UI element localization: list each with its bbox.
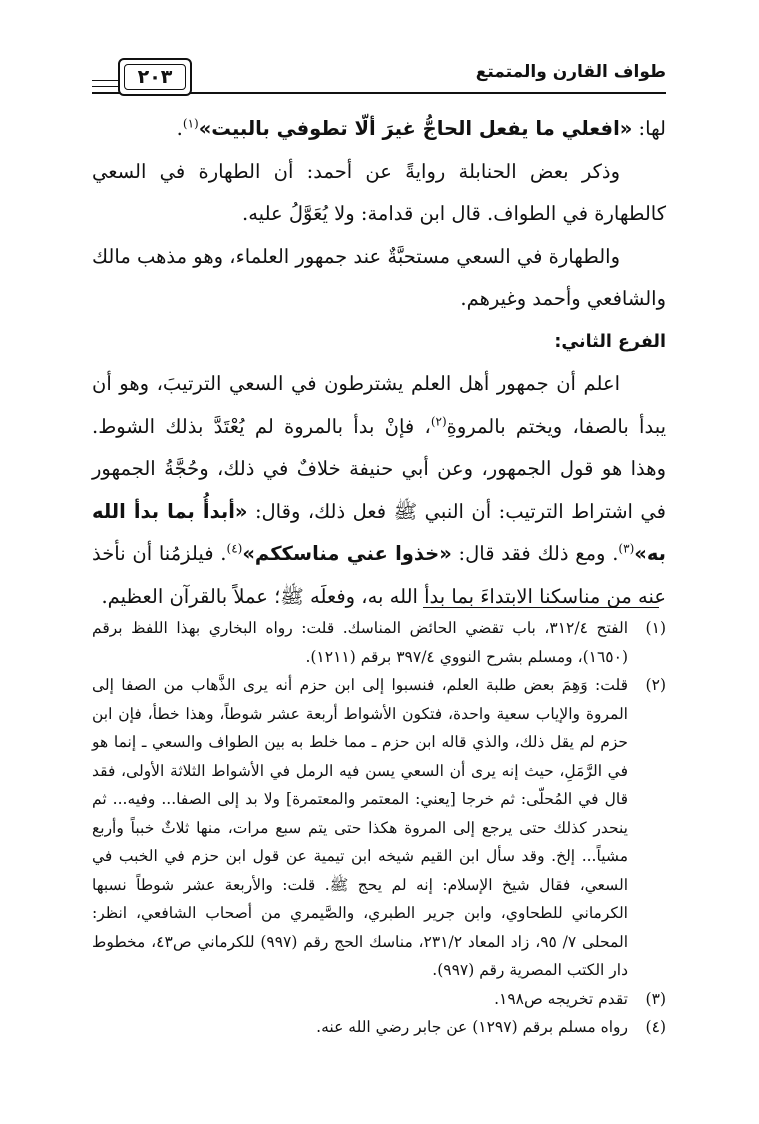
paragraph-4-part-a: اعلم أن جمهور أهل العلم يشترطون في السعي الترتيبَ، وهو أن يبدأ بالصفا، ويختم بالمروةِ: [92, 372, 667, 438]
hadith-quote: «افعلي ما يفعل الحاجُّ غيرَ ألّا تطوفي بالبيت»: [198, 117, 633, 140]
paragraph-1: [92, 108, 666, 151]
paragraph-1-prefix: لها:: [632, 117, 666, 140]
footnote-text: الفتح ٣١٢/٤، باب تقضي الحائض المناسك. قلت: رواه البخاري بهذا اللفظ برقم (١٦٥٠)، ومسلم بشرح النووي ٣٩٧/٤ برقم (١٢١١).: [92, 619, 629, 666]
page-number: ٢٠٣: [124, 64, 186, 90]
main-text: [92, 108, 666, 618]
footnote-number: (٢): [645, 676, 666, 694]
paragraph-4-part-d: . فيلزمُنا أن نأخذ عنه من مناسكنا الابتداءَ بما بدأ الله به، وفعلَه ﷺ؛ عملاً بالقرآن العظيم.: [92, 542, 666, 608]
footnote-3: [92, 985, 666, 1014]
footnote-2: [92, 671, 666, 985]
footnote-1: [92, 614, 666, 671]
running-title: طواف القارن والمتمتع: [475, 62, 666, 82]
footnote-ref-1: (١): [182, 116, 199, 131]
footnote-number: (٣): [645, 989, 666, 1008]
footnote-ref-4: (٤): [226, 541, 243, 556]
hadith-quote-2: «أبدأُ بما بدأ الله به»: [92, 499, 666, 565]
footnote-ref-3: (٣): [618, 541, 635, 556]
section-heading: الفرع الثاني:: [554, 331, 666, 352]
header-rule-left-short: [92, 86, 118, 87]
paragraph-4-part-b: ، فإنْ بدأ بالمروة لم يُعْتَدَّ بذلك الشوط. وهذا هو قول الجمهور، وعن أبي حنيفة خلافٌ في ذلك، وحُجَّةُ الجمهور في اشتراط الترتيب: أن النبي ﷺ فعل ذلك، وقال:: [92, 414, 667, 523]
footnote-4: [92, 1013, 666, 1042]
footnote-text: قلت: وَهِمَ بعض طلبة العلم، فنسبوا إلى ابن حزم أنه يرى الذَّهاب من الصفا إلى المروة والإياب سعية واحدة، فتكون الأشواط أربعة عشر شوطاً، وهذا خطأ، فإن ابن حزم لم يقل ذلك، والذي قاله ابن حزم ـ مما خلط به بين الطواف والسعي ـ إنما هو في الرَّمَلِ، حيث إنه يرى أن السعي يسن فيه الرمل في الأشواط الثلاثة الأولى، فقد قال في المُحلّى: ثم خرجا [يعني: المعتمر والمعتمرة] ولا بد إلى الصفا... وفيه... ثم ينحدر كذلك حتى يرجع إلى المروة هكذا حتى يتم سبع مرات، منها ثلاثٌ خبباً وأربع مشياً... إلخ. وقد سأل ابن القيم شيخه ابن تيمية عن قول ابن حزم في الخبب في السعي، فقال شيخ الإسلام: إنه لم يحج ﷺ. قلت: والأربعة عشر شوطاً نسبها الكرماني للطحاوي، وابن جرير الطبري، والصَّيمري من أصحاب الشافعي، انظر: المحلى ٧/ ٩٥، زاد المعاد ٢٣١/٢، مناسك الحج رقم (٩٩٧) للكرماني ص٤٣، مخطوط دار الكتب المصرية رقم (٩٩٧).: [92, 676, 629, 979]
paragraph-4-part-c: . ومع ذلك فقد قال:: [451, 542, 619, 565]
page-header: [92, 58, 666, 102]
footnote-text: تقدم تخريجه ص١٩٨.: [494, 989, 628, 1008]
footnote-separator: [423, 607, 659, 608]
footnote-ref-2: (٢): [430, 414, 447, 428]
paragraph-4: [92, 363, 666, 618]
paragraph-3: والطهارة في السعي مستحبَّةٌ عند جمهور العلماء، وهو مذهب مالك والشافعي وأحمد وغيرهم.: [92, 244, 666, 310]
paragraph-1-end: .: [176, 117, 183, 140]
footnotes: [92, 614, 666, 1042]
header-rule-left-short-upper: [92, 80, 118, 81]
hadith-quote-3: «خذوا عني مناسككم»: [242, 542, 452, 565]
footnote-number: (٤): [645, 1018, 666, 1036]
page-number-frame: [118, 58, 192, 96]
footnote-number: (١): [645, 619, 666, 637]
footnote-text: رواه مسلم برقم (١٢٩٧) عن جابر رضي الله عنه.: [316, 1018, 628, 1036]
paragraph-2: وذكر بعض الحنابلة روايةً عن أحمد: أن الطهارة في السعي كالطهارة في الطواف. قال ابن قدامة: ولا يُعَوَّلُ عليه.: [92, 159, 666, 225]
